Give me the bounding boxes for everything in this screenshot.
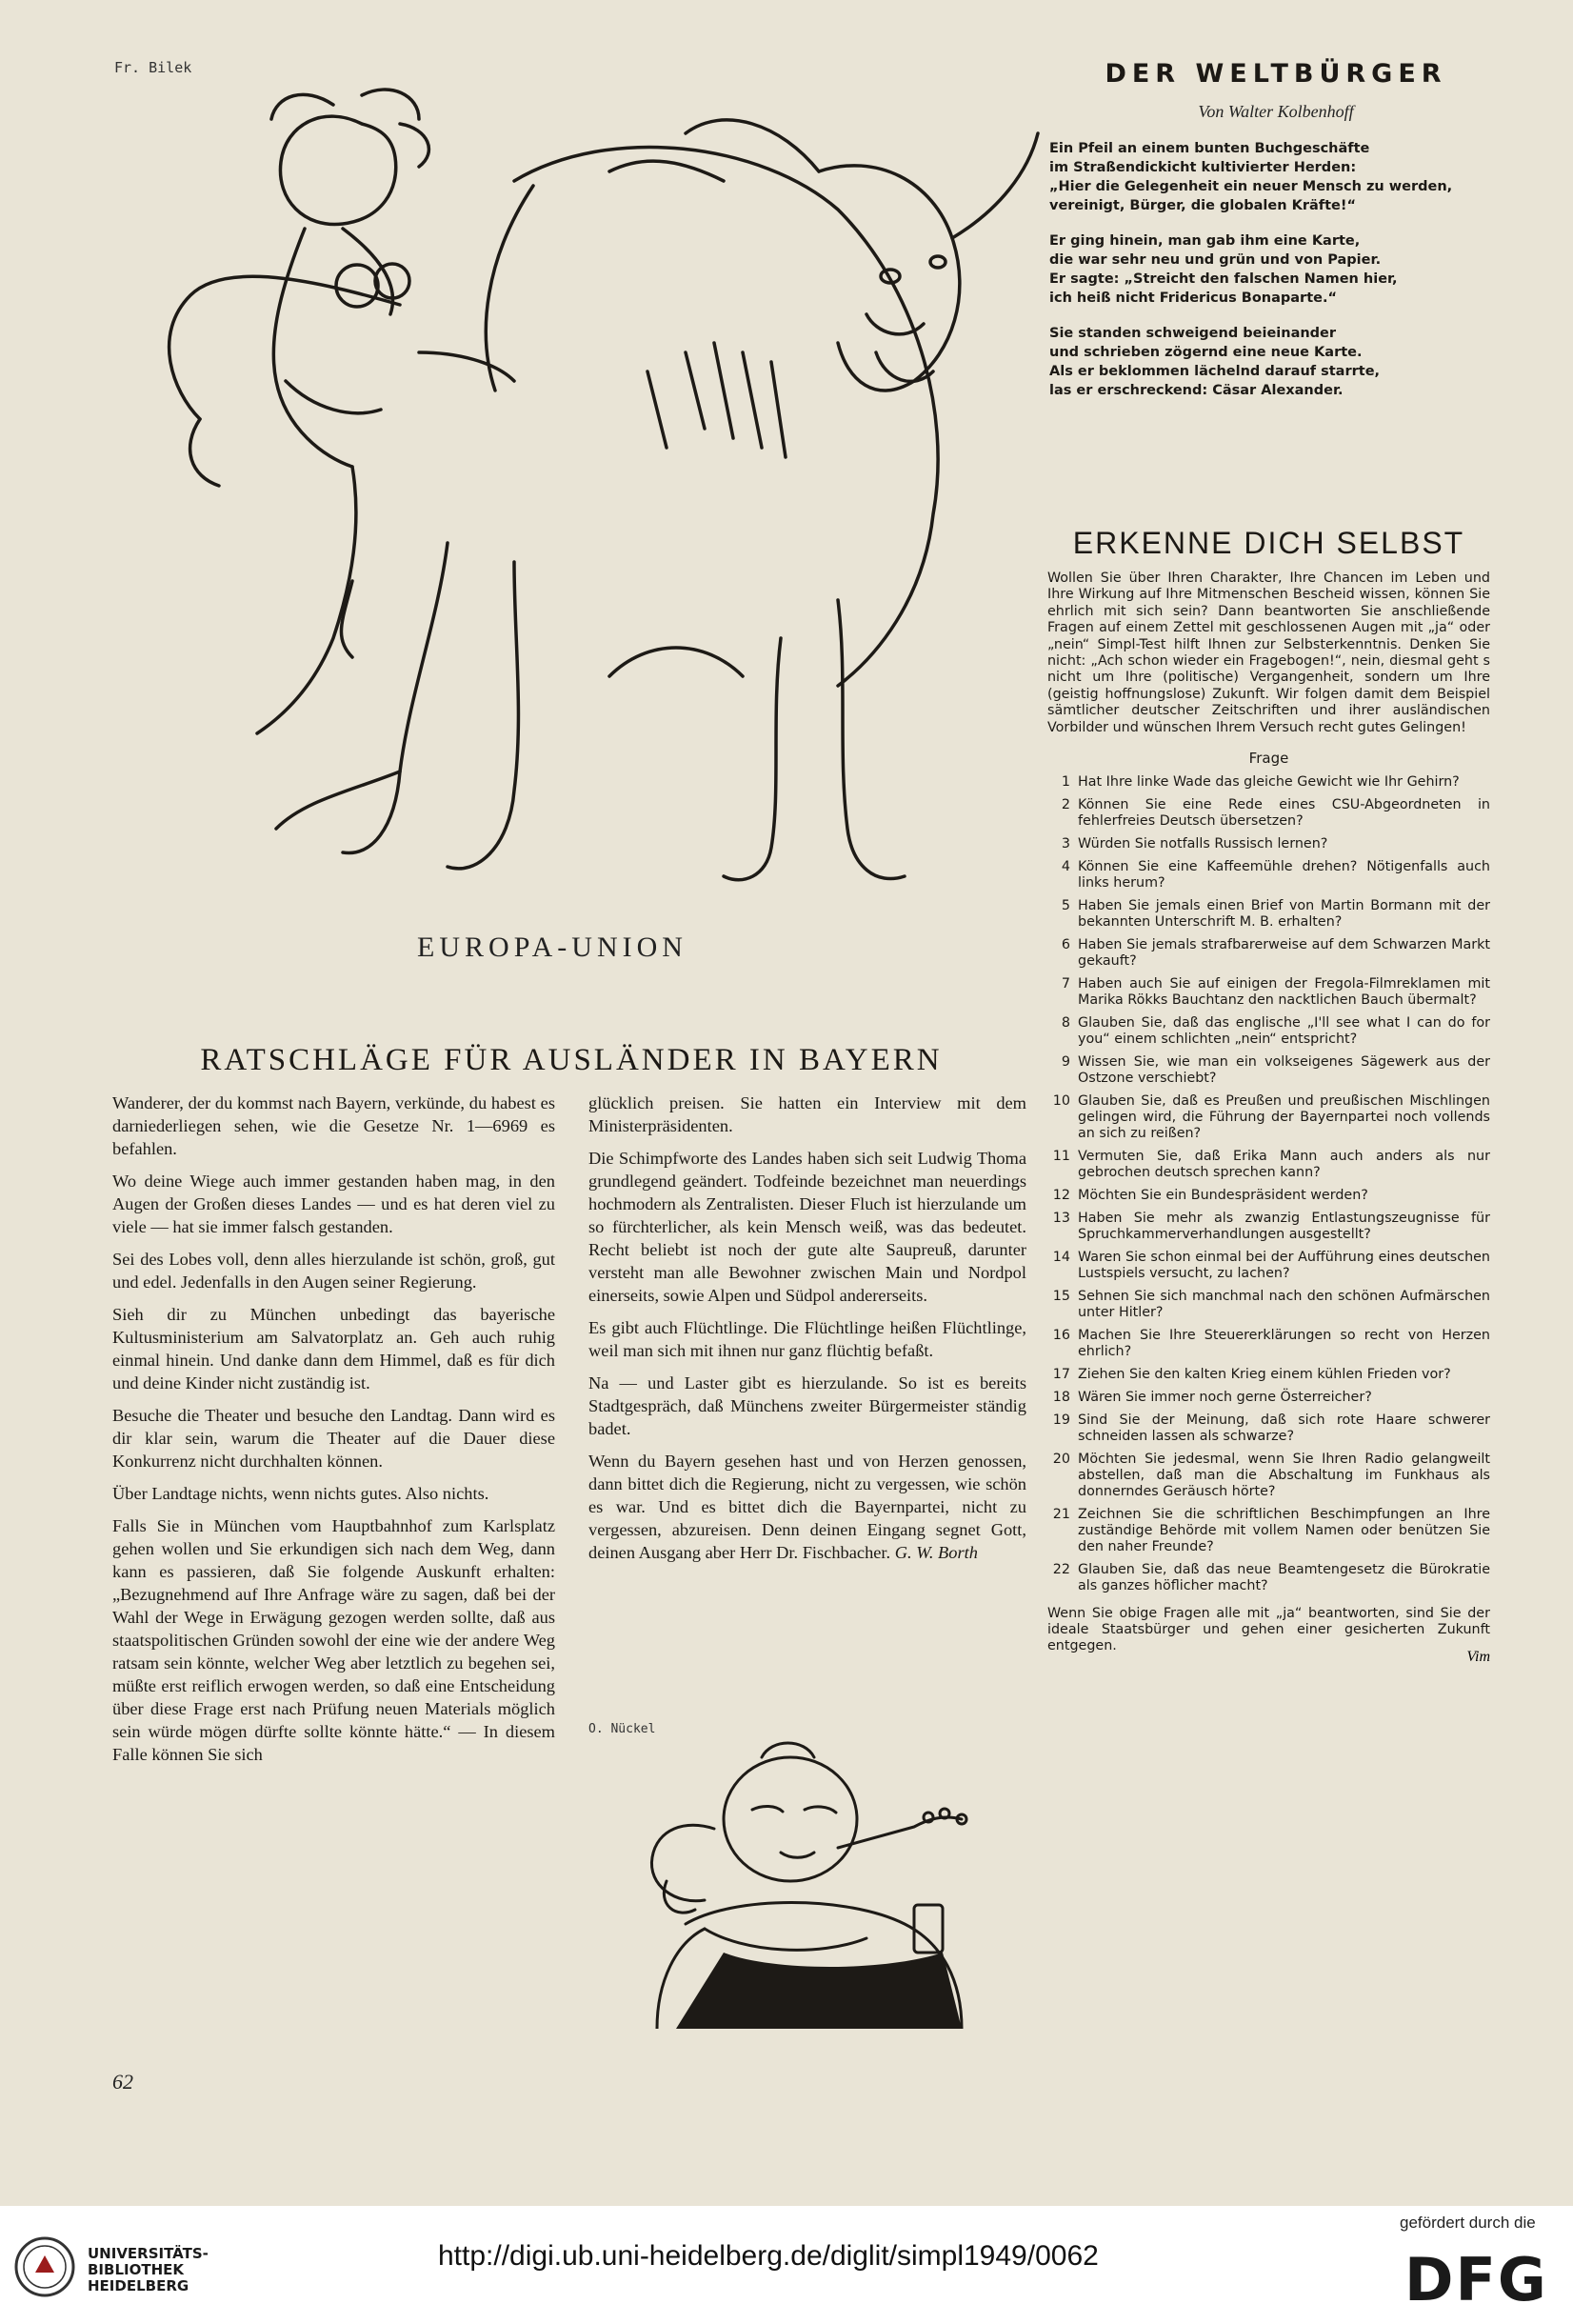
article-paragraph: Die Schimpfworte des Landes haben sich seit Ludwig Thoma grundlegend geändert. Todfeinde bezeichnet man neuerdings hochmodern als Zentralisten. Dieser Fluch ist hierzulande um so fürchterlicher, als kein Mensch weiß, was das bedeutet. Recht beliebt ist noch der gute alte Saupreuß, darunter versteht man alle Bewohner zwischen Main und Nordpol einerseits, sowie Alpen und Südpol andererseits. bbox=[588, 1149, 1026, 1305]
quiz-question-number: 21 bbox=[1052, 1507, 1070, 1523]
quiz-question-text: Zeichnen Sie die schriftlichen Beschimpfungen an Ihre zuständige Behörde mit vollem Namen oder benützen Sie den naher Freunde? bbox=[1078, 1507, 1490, 1555]
quiz-question-text: Hat Ihre linke Wade das gleiche Gewicht wie Ihr Gehirn? bbox=[1078, 774, 1460, 791]
quiz-question bbox=[1047, 774, 1490, 791]
quiz-question bbox=[1047, 1188, 1490, 1204]
quiz-question-number: 7 bbox=[1061, 976, 1070, 992]
article-author: G. W. Borth bbox=[894, 1543, 978, 1562]
quiz-signature: Vim bbox=[1466, 1649, 1490, 1666]
poem-line: Als er beklommen lächelnd darauf starrte, bbox=[1049, 364, 1381, 379]
article-paragraph: Über Landtage nichts, wenn nichts gutes. Also nichts. bbox=[112, 1484, 489, 1503]
article-paragraph-text: Wenn du Bayern gesehen hast und von Herzen genossen, dann bittet dich die Regierung, nicht zu vergessen, wie schön es war. Und es bittet dich die Bayernpartei, nicht zu vergessen, abzureisen. Denn deinen Eingang segnet Gott, deinen Ausgang aber Herr Dr. Fischbacher. bbox=[588, 1452, 1026, 1562]
poem-line: und schrieben zögernd eine neue Karte. bbox=[1049, 345, 1363, 360]
library-name bbox=[88, 2246, 209, 2294]
article-column-left bbox=[112, 1092, 555, 1775]
quiz-section bbox=[1047, 526, 1490, 1666]
poem-line: Er sagte: „Streicht den falschen Namen hier, bbox=[1049, 271, 1398, 287]
quiz-question-text: Möchten Sie ein Bundespräsident werden? bbox=[1078, 1188, 1368, 1204]
dfg-logo-icon bbox=[1404, 2243, 1557, 2310]
quiz-question-list bbox=[1047, 774, 1490, 1594]
quiz-question-text: Möchten Sie jedesmal, wenn Sie Ihren Radio gelangweilt abstellen, daß man die Abschaltung im Funkhaus als donnerndes Geräusch hörte? bbox=[1078, 1452, 1490, 1500]
poem-line: die war sehr neu und grün und von Papier. bbox=[1049, 252, 1382, 268]
poem-line: las er erschreckend: Cäsar Alexander. bbox=[1049, 383, 1344, 398]
library-name-line: UNIVERSITÄTS- bbox=[88, 2245, 209, 2262]
article-paragraph: Wanderer, der du kommst nach Bayern, verkünde, du habest es darniederliegen sehen, wie die Gesetze Nr. 1—6969 es befahlen. bbox=[112, 1093, 555, 1158]
quiz-question-number: 11 bbox=[1052, 1149, 1070, 1165]
quiz-question-text: Haben Sie mehr als zwanzig Entlastungszeugnisse für Spruchkammerverhandlungen ausgestellt? bbox=[1078, 1211, 1490, 1243]
quiz-question-number: 14 bbox=[1052, 1250, 1070, 1266]
article-paragraph: Na — und Laster gibt es hierzulande. So ist es bereits Stadtgespräch, daß Münchens zweiter Bürgermeister ständig badet. bbox=[588, 1373, 1026, 1438]
funded-by-label: gefördert durch die bbox=[1400, 2214, 1536, 2232]
quiz-question-number: 4 bbox=[1061, 859, 1070, 875]
quiz-question bbox=[1047, 1149, 1490, 1181]
quiz-question-text: Haben Sie jemals strafbarerweise auf dem Schwarzen Markt gekauft? bbox=[1078, 937, 1490, 970]
quiz-question-text: Waren Sie schon einmal bei der Aufführung eines deutschen Lustspiels versucht, zu lachen? bbox=[1078, 1250, 1490, 1282]
quiz-question-number: 6 bbox=[1061, 937, 1070, 953]
cartoon2-artist-credit: O. Nückel bbox=[588, 1722, 656, 1736]
quiz-question-number: 3 bbox=[1061, 836, 1070, 852]
quiz-question-text: Vermuten Sie, daß Erika Mann auch anders als nur gebrochen deutsch sprechen kann? bbox=[1078, 1149, 1490, 1181]
article-paragraph: glücklich preisen. Sie hatten ein Interview mit dem Ministerpräsidenten. bbox=[588, 1093, 1026, 1135]
quiz-question bbox=[1047, 1093, 1490, 1142]
university-seal-icon bbox=[11, 2234, 78, 2299]
quiz-question-text: Haben auch Sie auf einigen der Fregola-Filmreklamen mit Marika Rökks Bauchtanz den nacktlichen Bauch übermalt? bbox=[1078, 976, 1490, 1009]
quiz-question bbox=[1047, 1367, 1490, 1383]
article-paragraph: Es gibt auch Flüchtlinge. Die Flüchtlinge heißen Flüchtlinge, weil man sich mit ihnen nur ganz flüchtig befaßt. bbox=[588, 1318, 1026, 1360]
article-paragraph: Wo deine Wiege auch immer gestanden haben mag, in den Augen der Großen dieses Landes — und es hat deren viel zu viele — hat sie immer falsch gestanden. bbox=[112, 1172, 555, 1236]
quiz-question-text: Würden Sie notfalls Russisch lernen? bbox=[1078, 836, 1328, 852]
quiz-question bbox=[1047, 1054, 1490, 1087]
article-paragraph bbox=[588, 1450, 1026, 1564]
poem-line: vereinigt, Bürger, die globalen Kräfte!“ bbox=[1049, 198, 1356, 213]
poem-section bbox=[1038, 59, 1514, 416]
poem-line: „Hier die Gelegenheit ein neuer Mensch zu werden, bbox=[1049, 179, 1453, 194]
quiz-question bbox=[1047, 797, 1490, 830]
article-paragraph: Besuche die Theater und besuche den Landtag. Dann wird es dir klar sein, warum die Theater auf die Dauer diese Konkurrenz nicht durchhalten können. bbox=[112, 1406, 555, 1471]
europa-union-cartoon bbox=[114, 67, 1066, 924]
quiz-question-number: 17 bbox=[1052, 1367, 1070, 1383]
source-url-link[interactable]: http://digi.ub.uni-heidelberg.de/diglit/simpl1949/0062 bbox=[438, 2240, 1099, 2272]
quiz-question-text: Wären Sie immer noch gerne Österreicher? bbox=[1078, 1390, 1372, 1406]
quiz-question-number: 12 bbox=[1052, 1188, 1070, 1204]
quiz-question bbox=[1047, 898, 1490, 931]
quiz-question-text: Sind Sie der Meinung, daß sich rote Haare schwerer schneiden lassen als schwarze? bbox=[1078, 1412, 1490, 1445]
poem-line: Ein Pfeil an einem bunten Buchgeschäfte bbox=[1049, 141, 1370, 156]
poem-line: ich heiß nicht Fridericus Bonaparte.“ bbox=[1049, 290, 1338, 306]
article-title: RATSCHLÄGE FÜR AUSLÄNDER IN BAYERN bbox=[200, 1043, 943, 1077]
quiz-question bbox=[1047, 1562, 1490, 1594]
quiz-question bbox=[1047, 1507, 1490, 1555]
quiz-question-number: 10 bbox=[1052, 1093, 1070, 1110]
article-paragraph: Sieh dir zu München unbedingt das bayerische Kultusministerium am Salvatorplatz an. Geh auch ruhig einmal hinein. Und danke dann dem Himmel, daß es für dich und deine Kinder nicht zuständig ist. bbox=[112, 1305, 555, 1392]
quiz-title: ERKENNE DICH SELBST bbox=[1072, 526, 1465, 560]
quiz-question-text: Ziehen Sie den kalten Krieg einem kühlen Frieden vor? bbox=[1078, 1367, 1451, 1383]
quiz-question bbox=[1047, 1390, 1490, 1406]
poem-line: Sie standen schweigend beieinander bbox=[1049, 326, 1337, 341]
quiz-question-number: 16 bbox=[1052, 1328, 1070, 1344]
article-paragraph: Falls Sie in München vom Hauptbahnhof zum Karlsplatz gehen wollen und Sie erkundigen sich nach dem Weg, dann kann es passieren, daß Sie folgende Auskunft erhalten: „Bezugnehmend auf Ihre Anfrage wäre zu sagen, daß bei der Wahl der Wege in Erwägung gezogen werden sollte, daß aus staatspolitischen Gründen sowohl der eine wie der andere Weg ratsam sein könnte, welcher Weg aber letztlich zu begehen sei, müßte erst reiflich erwogen werden, so daß eine Entscheidung über diese Frage erst nach Prüfung neuen Materials möglich sein würde mögen dürfte sollte könnte hätte.“ — In diesem Falle können Sie sich bbox=[112, 1516, 555, 1764]
poem-stanza bbox=[1049, 139, 1514, 215]
cartoon-artist-credit: Fr. Bilek bbox=[114, 59, 192, 76]
poem-stanza bbox=[1049, 324, 1514, 400]
quiz-outro: Wenn Sie obige Fragen alle mit „ja“ beantworten, sind Sie der ideale Staatsbürger und gehen einer gesicherten Zukunft entgegen. bbox=[1047, 1606, 1490, 1654]
quiz-question-number: 15 bbox=[1052, 1289, 1070, 1305]
quiz-question bbox=[1047, 1289, 1490, 1321]
quiz-frage-heading: Frage bbox=[1248, 750, 1289, 768]
quiz-question-number: 5 bbox=[1061, 898, 1070, 914]
quiz-question-text: Können Sie eine Kaffeemühle drehen? Nötigenfalls auch links herum? bbox=[1078, 859, 1490, 892]
quiz-question-text: Glauben Sie, daß es Preußen und preußischen Mischlingen gelingen wird, die Führung der Bayernpartei noch vollends an sich zu reißen? bbox=[1078, 1093, 1490, 1142]
poem-line: Er ging hinein, man gab ihm eine Karte, bbox=[1049, 233, 1361, 249]
cartoon-caption: EUROPA-UNION bbox=[417, 932, 687, 963]
quiz-intro: Wollen Sie über Ihren Charakter, Ihre Chancen im Leben und Ihre Wirkung auf Ihre Mitmenschen Bescheid wissen, können Sie ehrlich mit sich sein? Dann beantworten Sie anschließende Fragen auf einem Zettel mit geschlossenen Augen mit „ja“ oder „nein“ Simpl-Test hilft Ihnen zur Selbsterkenntnis. Denken Sie nicht: „Ach schon wieder ein Fragebogen!“, nein, diesmal geht s nicht um Ihre (politische) Vergangenheit, sondern um Ihre (geistig hoffnungslose) Zukunft. Wir folgen damit dem Beispiel sämtlicher deutscher Zeitschriften und ihrer ausländischen Vorbilder und wünschen Ihrem Versuch recht gutes Gelingen! bbox=[1047, 571, 1490, 735]
sleeping-man-cartoon bbox=[600, 1714, 1019, 2029]
quiz-question bbox=[1047, 859, 1490, 892]
poem-stanza bbox=[1049, 231, 1514, 308]
poem-line: im Straßendickicht kultivierter Herden: bbox=[1049, 160, 1357, 175]
poem-title: DER WELTBÜRGER bbox=[1105, 59, 1447, 89]
quiz-question-number: 18 bbox=[1052, 1390, 1070, 1406]
quiz-question-number: 8 bbox=[1061, 1015, 1070, 1032]
article-paragraph: Sei des Lobes voll, denn alles hierzulande ist schön, groß, gut und edel. Jedenfalls in den Augen seiner Regierung. bbox=[112, 1250, 555, 1292]
quiz-question bbox=[1047, 937, 1490, 970]
quiz-question bbox=[1047, 1452, 1490, 1500]
quiz-question bbox=[1047, 1412, 1490, 1445]
quiz-question-text: Haben Sie jemals einen Brief von Martin Bormann mit der bekannten Unterschrift M. B. erhalten? bbox=[1078, 898, 1490, 931]
quiz-question-text: Wissen Sie, wie man ein volkseigenes Sägewerk aus der Ostzone verschiebt? bbox=[1078, 1054, 1490, 1087]
article-column-middle bbox=[588, 1092, 1026, 1573]
quiz-question-text: Sehnen Sie sich manchmal nach den schönen Aufmärschen unter Hitler? bbox=[1078, 1289, 1490, 1321]
dfg-logo-text: DFG bbox=[1404, 2245, 1548, 2310]
quiz-question bbox=[1047, 1211, 1490, 1243]
quiz-question bbox=[1047, 1250, 1490, 1282]
quiz-question bbox=[1047, 1015, 1490, 1048]
quiz-question-text: Machen Sie Ihre Steuererklärungen so recht von Herzen ehrlich? bbox=[1078, 1328, 1490, 1360]
quiz-question bbox=[1047, 836, 1490, 852]
library-name-line: BIBLIOTHEK bbox=[88, 2261, 184, 2278]
quiz-question bbox=[1047, 976, 1490, 1009]
quiz-question-text: Können Sie eine Rede eines CSU-Abgeordneten in fehlerfreies Deutsch übersetzen? bbox=[1078, 797, 1490, 830]
quiz-question-number: 20 bbox=[1052, 1452, 1070, 1468]
quiz-question-number: 2 bbox=[1061, 797, 1070, 813]
poem-author: Von Walter Kolbenhoff bbox=[1198, 102, 1354, 121]
library-name-line: HEIDELBERG bbox=[88, 2277, 189, 2294]
quiz-question-number: 22 bbox=[1052, 1562, 1070, 1578]
page-number: 62 bbox=[112, 2070, 133, 2094]
poem-body bbox=[1038, 139, 1514, 400]
quiz-question-text: Glauben Sie, daß das englische „I'll see what I can do for you“ einem schlichten „nein“ entspricht? bbox=[1078, 1015, 1490, 1048]
quiz-question-text: Glauben Sie, daß das neue Beamtengesetz die Bürokratie als ganzes höflicher macht? bbox=[1078, 1562, 1490, 1594]
quiz-question-number: 13 bbox=[1052, 1211, 1070, 1227]
quiz-question-number: 9 bbox=[1061, 1054, 1070, 1071]
quiz-question-number: 1 bbox=[1061, 774, 1070, 791]
quiz-question bbox=[1047, 1328, 1490, 1360]
quiz-question-number: 19 bbox=[1052, 1412, 1070, 1429]
